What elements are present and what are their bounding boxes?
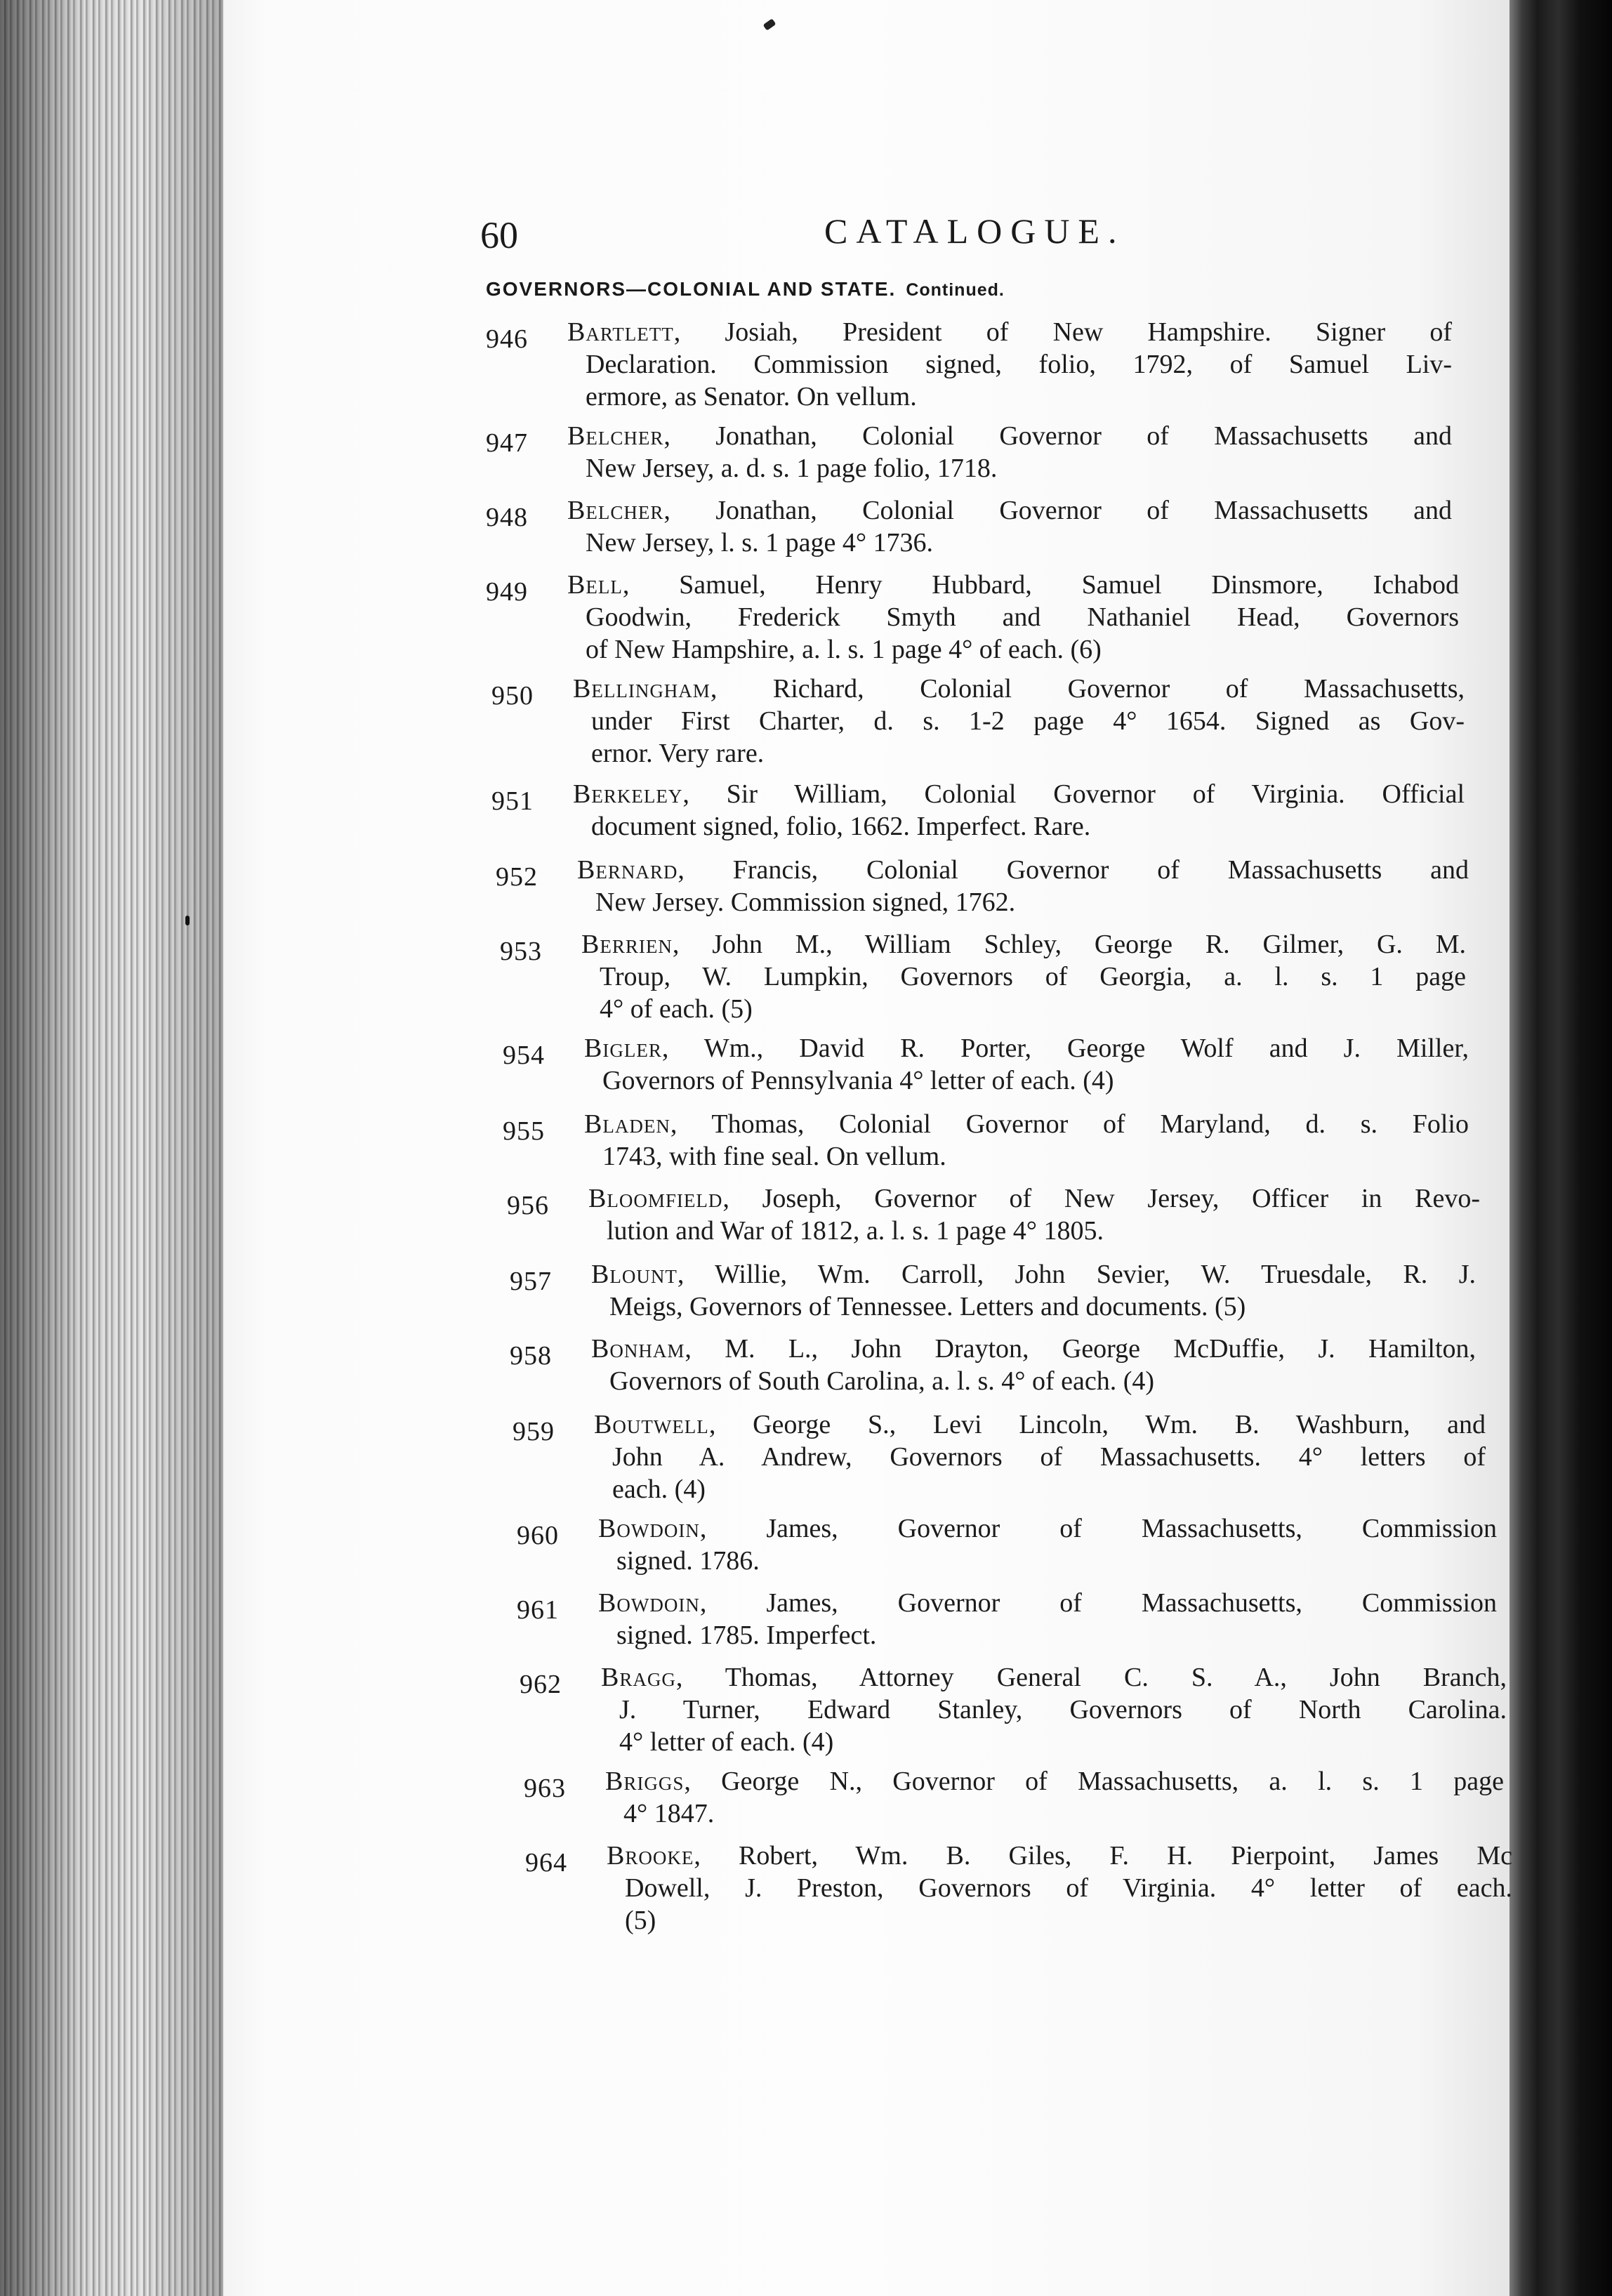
entry-line-text: New Jersey, a. d. s. 1 page folio, 1718. — [586, 454, 998, 483]
entry-line — [584, 1140, 1469, 1173]
section-continued: Continued. — [906, 280, 1005, 300]
lot-number: 958 — [510, 1341, 552, 1371]
entry-line-text: George N., Governor of Massachusetts, a. l. s. 1 page — [721, 1767, 1504, 1796]
lot-number: 951 — [491, 786, 534, 816]
entry-line — [591, 1365, 1476, 1397]
entry-line-text: Jonathan, Colonial Governor of Massachusetts and — [715, 496, 1453, 525]
lot-number: 964 — [525, 1848, 567, 1878]
entry-line-text: Dowell, J. Preston, Governors of Virginia. 4° letter of each. — [625, 1873, 1512, 1903]
entry-line: Bartlett, Josiah, President of New Hampshire. Signer of — [567, 317, 1452, 347]
entry-line-text: Samuel, Henry Hubbard, Samuel Dinsmore, Ichabod — [679, 570, 1459, 600]
catalogue-entry-951 — [491, 778, 1467, 850]
entry-line — [598, 1619, 1497, 1651]
entry-name: Bell — [567, 570, 623, 600]
section-title: GOVERNORS—COLONIAL AND STATE. — [486, 278, 897, 300]
lot-number: 953 — [500, 937, 542, 966]
entry-line-text: John A. Andrew, Governors of Massachusetts. 4° letters of — [612, 1442, 1486, 1472]
entry-line-text: Francis, Colonial Governor of Massachusetts and — [732, 855, 1469, 885]
lot-number: 959 — [513, 1417, 555, 1446]
catalogue-entry-949 — [486, 569, 1462, 673]
lot-number: 956 — [507, 1191, 549, 1220]
entry-line: Bowdoin, James, Governor of Massachusetts, Commission — [598, 1514, 1498, 1543]
entry-text — [567, 494, 1452, 559]
entry-text — [601, 1661, 1507, 1758]
entry-line — [581, 961, 1466, 993]
lot-number: 950 — [491, 681, 534, 711]
lot-number: 961 — [517, 1595, 559, 1625]
entry-name: Bladen — [584, 1109, 670, 1139]
entry-line-text: Goodwin, Frederick Smyth and Nathaniel Head, Governors — [586, 602, 1459, 632]
entry-line — [567, 601, 1459, 633]
entry-line-text: Declaration. Commission signed, folio, 1792, of Samuel Liv- — [586, 350, 1452, 379]
catalogue-entry-964 — [525, 1840, 1515, 1944]
entry-name: Bellingham — [573, 674, 711, 704]
entry-text — [573, 673, 1465, 770]
entry-name: Bowdoin — [598, 1514, 700, 1543]
entry-line-text: James, Governor of Massachusetts, Commission — [766, 1514, 1498, 1543]
entry-line — [594, 1473, 1486, 1505]
catalogue-entry-947 — [486, 420, 1455, 491]
entry-line-text: ernor. Very rare. — [591, 739, 765, 768]
entry-text — [577, 854, 1469, 918]
entry-line: Bloomfield, Joseph, Governor of New Jersey, Officer in Revo- — [588, 1184, 1480, 1213]
entry-text — [598, 1587, 1497, 1651]
entry-line-text: James, Governor of Massachusetts, Commission — [766, 1588, 1498, 1618]
entry-line-text: John M., William Schley, George R. Gilmer, G. M. — [712, 930, 1467, 959]
catalogue-entry-953 — [500, 928, 1469, 1032]
entry-line-text: Sir William, Colonial Governor of Virginia. Official — [726, 779, 1465, 809]
lot-number: 947 — [486, 428, 528, 458]
entry-text — [584, 1032, 1469, 1097]
entry-name: Belcher — [567, 496, 664, 525]
entry-line: Briggs, George N., Governor of Massachusetts, a. l. s. 1 page — [605, 1767, 1504, 1796]
catalogue-entry-958 — [510, 1333, 1479, 1404]
entry-line-text: Thomas, Attorney General C. S. A., John Branch, — [725, 1663, 1507, 1692]
entry-name: Belcher — [567, 421, 664, 451]
entry-name: Bigler — [584, 1034, 662, 1063]
entry-name: Bowdoin — [598, 1588, 700, 1618]
entry-line: Blount, Willie, Wm. Carroll, John Sevier, W. Truesdale, R. J. — [591, 1260, 1476, 1289]
catalogue-entry-956 — [507, 1182, 1483, 1254]
entry-line: Belcher, Jonathan, Colonial Governor of Massachusetts and — [567, 421, 1453, 451]
entry-line — [598, 1545, 1497, 1577]
page-number: 60 — [480, 214, 518, 256]
entry-line — [567, 527, 1452, 559]
entry-line-text: 4° letter of each. (4) — [619, 1727, 834, 1757]
entry-line — [601, 1726, 1507, 1758]
entry-line: Brooke, Robert, Wm. B. Giles, F. H. Pierpoint, James Mc — [607, 1841, 1512, 1871]
entry-text — [573, 778, 1465, 843]
entry-text — [584, 1108, 1469, 1173]
entry-line — [601, 1694, 1507, 1726]
entry-line-text: Governors of Pennsylvania 4° letter of each. (4) — [602, 1066, 1114, 1095]
lot-number: 962 — [520, 1670, 562, 1699]
entry-name: Blount — [591, 1260, 678, 1289]
lot-number: 952 — [496, 862, 538, 892]
entry-line-text: Josiah, President of New Hampshire. Signer of — [725, 317, 1452, 347]
entry-name: Berrien — [581, 930, 673, 959]
entry-line-text: Troup, W. Lumpkin, Governors of Georgia, a. l. s. 1 page — [600, 962, 1466, 991]
entry-line-text: New Jersey, l. s. 1 page 4° 1736. — [586, 528, 934, 557]
entry-line-text: (5) — [625, 1906, 656, 1935]
entry-line-text: Thomas, Colonial Governor of Maryland, d. s. Folio — [711, 1109, 1469, 1139]
entry-line-text: George S., Levi Lincoln, Wm. B. Washburn, and — [753, 1410, 1486, 1439]
entry-text — [567, 316, 1452, 413]
entry-line: Bell, Samuel, Henry Hubbard, Samuel Dinsmore, Ichabod — [567, 570, 1459, 600]
entry-line-text: Willie, Wm. Carroll, John Sevier, W. Truesdale, R. J. — [715, 1260, 1476, 1289]
entry-line — [573, 705, 1465, 737]
catalogue-entry-954 — [503, 1032, 1472, 1104]
entry-line — [577, 886, 1469, 918]
entry-line-text: 4° of each. (5) — [600, 994, 753, 1024]
lot-number: 955 — [503, 1116, 545, 1146]
entry-line-text: under First Charter, d. s. 1-2 page 4° 1654. Signed as Gov- — [591, 706, 1465, 736]
entry-line — [607, 1872, 1512, 1904]
entry-name: Berkeley — [573, 779, 683, 809]
entry-line-text: Richard, Colonial Governor of Massachusetts, — [772, 674, 1465, 704]
entry-text — [591, 1258, 1476, 1323]
catalogue-entry-960 — [517, 1512, 1500, 1584]
lot-number: 963 — [524, 1774, 566, 1803]
entry-name: Briggs — [605, 1767, 685, 1796]
entry-line: Berrien, John M., William Schley, George R. Gilmer, G. M. — [581, 930, 1467, 959]
entry-text — [594, 1408, 1486, 1505]
entry-line — [567, 633, 1459, 666]
catalogue-entry-957 — [510, 1258, 1479, 1330]
entry-line-text: M. L., John Drayton, George McDuffie, J. Hamilton, — [725, 1334, 1476, 1364]
running-title: CATALOGUE. — [824, 211, 1125, 251]
entry-name: Bartlett — [567, 317, 674, 347]
entry-line — [567, 452, 1452, 484]
catalogue-entry-955 — [503, 1108, 1472, 1180]
entry-line — [584, 1064, 1469, 1097]
entry-line: Bigler, Wm., David R. Porter, George Wolf and J. Miller, — [584, 1034, 1469, 1063]
entry-line-text: Governors of South Carolina, a. l. s. 4° of each. (4) — [609, 1366, 1155, 1396]
entry-name: Brooke — [607, 1841, 694, 1871]
entry-text — [588, 1182, 1480, 1247]
entry-line — [567, 348, 1452, 381]
entry-line — [591, 1291, 1476, 1323]
entry-line-text: Meigs, Governors of Tennessee. Letters and documents. (5) — [609, 1292, 1246, 1321]
entry-line — [567, 381, 1452, 413]
entry-text — [598, 1512, 1497, 1577]
entry-line-text: of New Hampshire, a. l. s. 1 page 4° of each. (6) — [586, 635, 1102, 664]
entry-line-text: New Jersey. Commission signed, 1762. — [595, 888, 1016, 917]
catalogue-entry-946 — [486, 316, 1455, 420]
entry-line-text: document signed, folio, 1662. Imperfect. Rare. — [591, 812, 1091, 841]
lot-number: 957 — [510, 1267, 552, 1296]
entry-text — [591, 1333, 1476, 1397]
entry-line-text: signed. 1785. Imperfect. — [616, 1621, 877, 1650]
entry-line: Belcher, Jonathan, Colonial Governor of Massachusetts and — [567, 496, 1453, 525]
entry-line-text: J. Turner, Edward Stanley, Governors of North Carolina. — [619, 1695, 1507, 1724]
lot-number: 948 — [486, 503, 528, 532]
entry-line-text: Joseph, Governor of New Jersey, Officer in Revo- — [762, 1184, 1480, 1213]
entry-line: Bowdoin, James, Governor of Massachusetts, Commission — [598, 1588, 1498, 1618]
entry-line — [588, 1215, 1480, 1247]
entry-line — [573, 737, 1465, 770]
entry-text — [567, 569, 1459, 666]
entry-line — [605, 1797, 1504, 1830]
lot-number: 946 — [486, 324, 528, 354]
entry-line: Bladen, Thomas, Colonial Governor of Maryland, d. s. Folio — [584, 1109, 1469, 1139]
catalogue-entry-948 — [486, 494, 1455, 566]
lot-number: 949 — [486, 577, 528, 607]
entry-line-text: each. (4) — [612, 1474, 706, 1504]
entry-line-text: signed. 1786. — [616, 1546, 760, 1576]
entry-line-text: Wm., David R. Porter, George Wolf and J. Miller, — [703, 1034, 1469, 1063]
entry-line — [594, 1441, 1486, 1473]
catalogue-entry-962 — [520, 1661, 1509, 1765]
catalogue-entry-952 — [496, 854, 1472, 925]
catalogue-entry-950 — [491, 673, 1467, 777]
entry-line: Boutwell, George S., Levi Lincoln, Wm. B. Washburn, and — [594, 1410, 1486, 1439]
entry-text — [567, 420, 1452, 484]
entry-name: Bloomfield — [588, 1184, 723, 1213]
entry-text — [607, 1840, 1512, 1937]
entry-name: Bonham — [591, 1334, 685, 1364]
entry-line-text: lution and War of 1812, a. l. s. 1 page 4° 1805. — [607, 1216, 1104, 1246]
entry-line — [573, 810, 1465, 843]
entry-line: Bonham, M. L., John Drayton, George McDuffie, J. Hamilton, — [591, 1334, 1476, 1364]
catalogue-entry-963 — [524, 1765, 1507, 1837]
lot-number: 960 — [517, 1521, 559, 1550]
entry-name: Bernard — [577, 855, 678, 885]
entry-line: Bragg, Thomas, Attorney General C. S. A., John Branch, — [601, 1663, 1507, 1692]
entry-name: Bragg — [601, 1663, 676, 1692]
entry-line — [607, 1904, 1512, 1937]
entry-name: Boutwell — [594, 1410, 709, 1439]
catalogue-entry-959 — [513, 1408, 1488, 1512]
entry-line: Bellingham, Richard, Colonial Governor of Massachusetts, — [573, 674, 1465, 704]
lot-number: 954 — [503, 1041, 545, 1070]
catalogue-entry-961 — [517, 1587, 1500, 1658]
entry-line-text: Robert, Wm. B. Giles, F. H. Pierpoint, James Mc — [739, 1841, 1512, 1871]
entry-line-text: Jonathan, Colonial Governor of Massachusetts and — [715, 421, 1453, 451]
entry-text — [605, 1765, 1504, 1830]
entry-line-text: 4° 1847. — [623, 1799, 715, 1828]
entry-line: Berkeley, Sir William, Colonial Governor of Virginia. Official — [573, 779, 1465, 809]
entry-line-text: ermore, as Senator. On vellum. — [586, 382, 917, 411]
entry-line — [581, 993, 1466, 1025]
entry-line-text: 1743, with fine seal. On vellum. — [602, 1142, 946, 1171]
entry-text — [581, 928, 1466, 1025]
entry-line: Bernard, Francis, Colonial Governor of Massachusetts and — [577, 855, 1469, 885]
